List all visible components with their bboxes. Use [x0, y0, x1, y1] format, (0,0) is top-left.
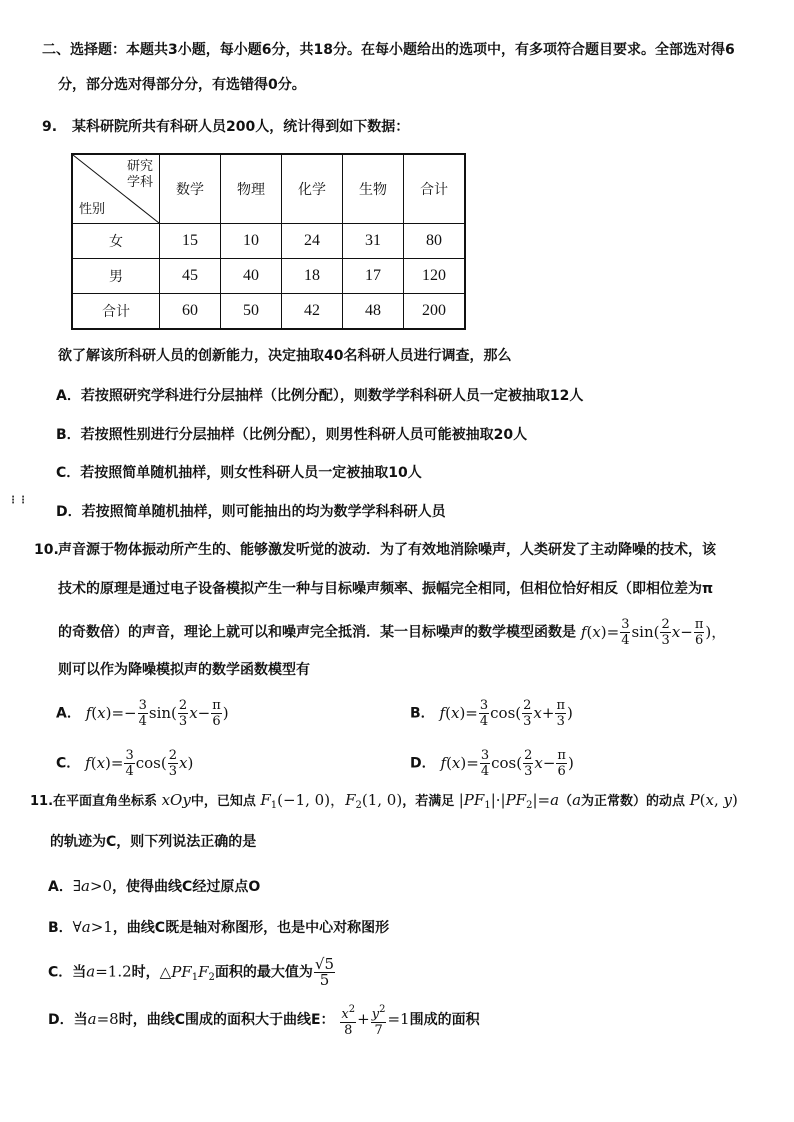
option-label: D．当 [48, 1012, 88, 1028]
table-cell: 40 [221, 259, 282, 294]
row-label: 女 [72, 224, 160, 259]
option-label: C．当 [48, 964, 87, 981]
option-text: 时，曲线C围成的面积大于曲线E： [118, 1012, 335, 1028]
q10-option-b: B． f(x)= $\frac{3}{4}$ cos( $\frac{2}{3}$ x+ $\frac{\pi}{3}$ ) [410, 698, 573, 729]
q10-number: 10. [34, 542, 59, 558]
table-cell: 18 [282, 259, 343, 294]
q10-line4: 则可以作为降噪模拟声的数学函数模型有 [58, 662, 310, 678]
table-cell: 10 [221, 224, 282, 259]
table-row [72, 294, 465, 330]
section-header-line2: 分，部分选对得部分分，有选错得0分。 [58, 77, 306, 93]
option-label: B． [410, 705, 435, 722]
table-cell: 24 [282, 224, 343, 259]
corner-top-label [127, 159, 153, 191]
q10-target-function: f(x)= $\frac{3}{4}$ sin( $\frac{2}{3}$ x− $\frac{\pi}{6}$ )， [580, 617, 727, 648]
table-cell: 200 [404, 294, 466, 330]
q9-option-d: D．若按照简单随机抽样，则可能抽出的均为数学学科科研人员 [56, 504, 446, 520]
q11-option-c: C．当a=1.2时，$\triangle PF_1F_2$面积的最大值为 $\frac{√5}{5}$ [48, 955, 335, 989]
q9-option-c: C．若按照简单随机抽样，则女性科研人员一定被抽取10人 [56, 465, 422, 481]
table-row [72, 224, 465, 259]
table-row [72, 259, 465, 294]
corner-top-label-1: 研究 [126, 159, 153, 174]
q11-text: 为正常数）的动点 [581, 794, 686, 809]
q10-option-a: A． f(x)=− $\frac{3}{4}$ sin( $\frac{2}{3}$ x− $\frac{\pi}{6}$ ) [56, 698, 229, 729]
q10-line3 [58, 617, 726, 648]
option-label: B． [48, 920, 73, 936]
q9-number: 9. [42, 119, 58, 135]
header-cell: 化学 [282, 154, 343, 224]
q11-option-a: A．∃a>0，使得曲线C经过原点O [48, 877, 261, 895]
table-cell: 15 [160, 224, 221, 259]
q11-option-b: B．∀a>1，曲线C既是轴对称图形，也是中心对称图形 [48, 918, 390, 936]
option-text: 面积的最大值为 [214, 964, 313, 981]
q10-line3-text: 的奇数倍）的声音，理论上就可以和噪声完全抵消．某一目标噪声的数学模型函数是 [58, 624, 576, 641]
q10-option-d: D． f(x)= $\frac{3}{4}$ cos( $\frac{2}{3}$ x− $\frac{\pi}{6}$ ) [410, 748, 574, 779]
option-text: 围成的面积 [409, 1012, 480, 1028]
q10-line1: 声音源于物体振动所产生的、能够激发听觉的波动．为了有效地消除噪声，人类研发了主动降噪的技术，该 [58, 542, 716, 558]
q9-data-table [71, 153, 466, 330]
option-label: A． [48, 879, 73, 895]
header-cell: 数学 [160, 154, 221, 224]
table-corner-cell [72, 154, 160, 224]
q11-line2: 的轨迹为C，则下列说法正确的是 [50, 834, 257, 850]
q9-prompt: 欲了解该所科研人员的创新能力，决定抽取40名科研人员进行调查，那么 [58, 348, 512, 364]
table-cell: 45 [160, 259, 221, 294]
table-cell: 31 [343, 224, 404, 259]
table-cell: 17 [343, 259, 404, 294]
q10-line2: 技术的原理是通过电子设备模拟产生一种与目标噪声频率、振幅完全相同，但相位恰好相反（即相位差为π [58, 581, 714, 597]
corner-top-label-2: 学科 [126, 175, 153, 190]
table-cell: 48 [343, 294, 404, 330]
q10-option-c: C． f(x)= $\frac{3}{4}$ cos( $\frac{2}{3}$ x) [56, 748, 194, 779]
section-header-line1: 二、选择题：本题共3小题，每小题6分，共18分。在每小题给出的选项中，有多项符合题目要求。全部选对得6 [42, 42, 735, 58]
option-label: D． [410, 755, 436, 772]
table-cell: 80 [404, 224, 466, 259]
q9-stem: 某科研院所共有科研人员200人，统计得到如下数据： [72, 119, 410, 135]
q11-text: （ [559, 794, 573, 809]
corner-bottom-label: 性别 [79, 202, 106, 217]
header-cell: 物理 [221, 154, 282, 224]
option-label: C． [56, 755, 81, 772]
q11-text: 中，已知点 [190, 794, 256, 809]
margin-binding-mark: ⋮⋮ [8, 495, 28, 506]
header-cell: 合计 [404, 154, 466, 224]
row-label: 男 [72, 259, 160, 294]
header-cell: 生物 [343, 154, 404, 224]
option-text: ，曲线C既是轴对称图形，也是中心对称图形 [112, 920, 390, 936]
q11-text: 在平面直角坐标系 [53, 794, 158, 809]
table-cell: 60 [160, 294, 221, 330]
table-cell: 42 [282, 294, 343, 330]
option-text: 时， [131, 964, 160, 981]
option-text: ，使得曲线C经过原点O [112, 879, 261, 895]
q11-number: 11. [30, 794, 54, 809]
row-label: 合计 [72, 294, 160, 330]
table-cell: 50 [221, 294, 282, 330]
q11-option-d: D．当a=8时，曲线C围成的面积大于曲线E： $\frac{x^2}{8}$ + $\frac{y^2}{7}$ =1围成的面积 [48, 1004, 480, 1038]
option-label: A． [56, 705, 81, 722]
q9-option-a: A．若按照研究学科进行分层抽样（比例分配），则数学学科科研人员一定被抽取12人 [56, 388, 584, 404]
q9-option-b: B．若按照性别进行分层抽样（比例分配），则男性科研人员可能被抽取20人 [56, 427, 528, 443]
q11-text: ，若满足 [402, 794, 455, 809]
q11-line1: 11.在平面直角坐标系 xOy中，已知点 $F_1(-1$, 0)，$F_2(1$, 0)，若满足 $|PF_1|\cdot|PF_2|=a(a$为正常数）的动点 P(x, y) [30, 791, 738, 811]
table-cell: 120 [404, 259, 466, 294]
